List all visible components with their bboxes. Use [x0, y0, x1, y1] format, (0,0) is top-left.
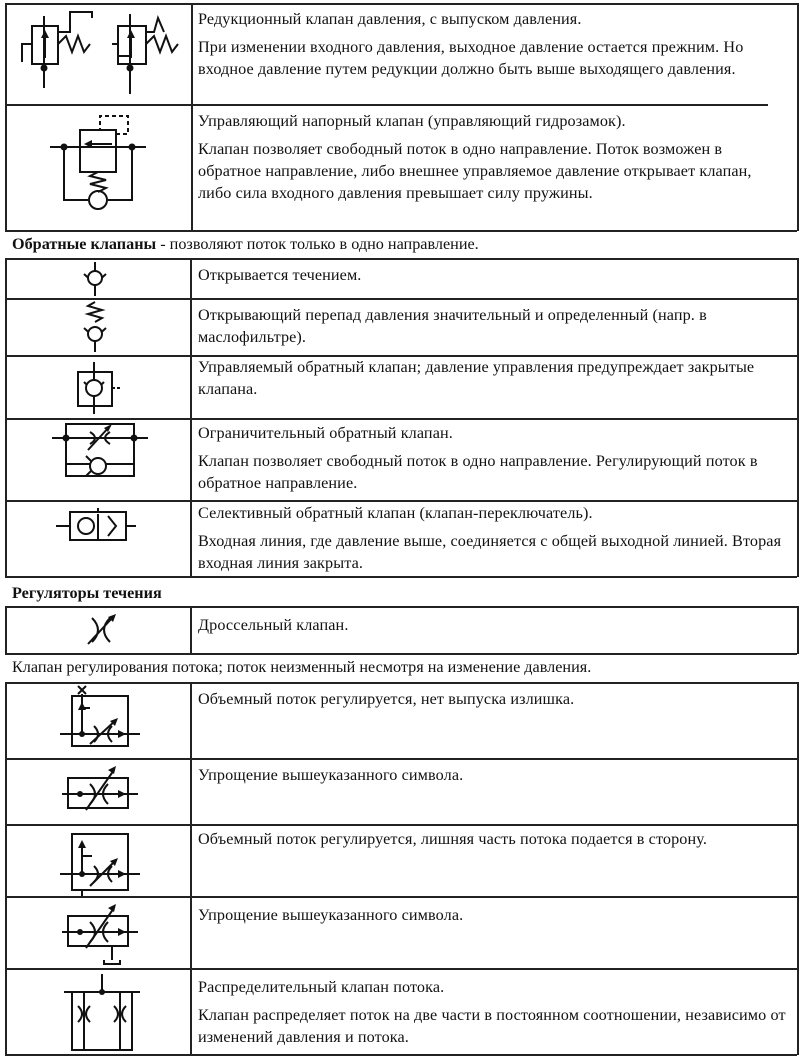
row-text [198, 356, 788, 400]
flow-control-valve-icon [60, 686, 140, 757]
section-heading-text: Клапан регулирования потока; поток неизменный несмотря на изменение давления. [12, 658, 592, 676]
row-title: Редукционный клапан давления, с выпуском давления. [198, 10, 582, 28]
shuttle-valve-icon [56, 508, 136, 549]
row-text [198, 110, 788, 204]
row-title: Упрощение вышеуказанного символа. [198, 766, 464, 784]
row-title: Упрощение вышеуказанного символа. [198, 906, 464, 924]
row-title: Открывающий перепад давления значительный и определенный (напр. в маслофильтре). [198, 306, 707, 346]
row-title: Объемный поток регулируется, нет выпуска излишка. [198, 690, 575, 708]
check-valve-icon [80, 262, 110, 301]
row-text [198, 688, 788, 710]
row-title: Управляющий напорный клапан (управляющий гидрозамок). [198, 112, 626, 130]
row-text [198, 828, 788, 850]
row-description: При изменении входного давления, выходное давление остается прежним. Но входное давление путем редукции должно быть выше выходящего давления. [198, 38, 744, 78]
row-title: Открывается течением. [198, 266, 362, 284]
row-description: Клапан распределяет поток на две части в постоянном соотношении, независимо от изменений давления и потока. [198, 1006, 786, 1046]
row-description: Входная линия, где давление выше, соединяется с общей выходной линией. Вторая входная линия закрыта. [198, 532, 782, 572]
row-text [198, 502, 788, 574]
row-text [198, 614, 788, 636]
section-heading-bold: Регуляторы течения [12, 584, 162, 602]
pilot-pressure-valve-icon [50, 112, 150, 227]
row-title: Распределительный клапан потока. [198, 978, 445, 996]
flow-control-bypass-valve-icon [60, 830, 140, 901]
section-heading-rest: - позволяют поток только в одно направление. [156, 235, 479, 253]
flow-control-bypass-simplified-icon [62, 902, 138, 971]
section-heading-bold: Обратные клапаны [12, 235, 157, 253]
row-title: Дроссельный клапан. [198, 616, 349, 634]
row-title: Управляемый обратный клапан; давление управления предупреждает закрытые клапана. [198, 358, 755, 398]
flow-control-simplified-icon [62, 764, 138, 825]
row-text [198, 304, 788, 348]
pressure-reducing-valve-icon [14, 8, 184, 105]
throttle-check-valve-icon [52, 424, 148, 489]
flow-divider-valve-icon [62, 974, 142, 1059]
throttle-valve-icon [84, 612, 120, 653]
row-description: Клапан позволяет свободный поток в одно направление. Поток возможен в обратное направление, либо внешнее управляемое давление открывает клапан, либо сила входного давления превышает силу пружины. [198, 140, 752, 202]
section-heading-flow-regulators [12, 582, 162, 604]
row-description: Клапан позволяет свободный поток в одно направление. Регулирующий поток в обратное направление. [198, 452, 758, 492]
row-text [198, 8, 788, 80]
section-heading-check-valves [12, 233, 479, 255]
row-title: Ограничительный обратный клапан. [198, 424, 453, 442]
row-text [198, 904, 788, 926]
row-title: Селективный обратный клапан (клапан-переключатель). [198, 504, 593, 522]
section-heading-flow-control [12, 656, 591, 678]
row-text [198, 976, 788, 1048]
row-text [198, 764, 788, 786]
row-text [198, 422, 788, 494]
row-title: Объемный поток регулируется, лишняя часть потока подается в сторону. [198, 830, 707, 848]
spring-check-valve-icon [80, 302, 110, 357]
row-text [198, 264, 788, 286]
pilot-check-valve-icon [72, 360, 122, 421]
